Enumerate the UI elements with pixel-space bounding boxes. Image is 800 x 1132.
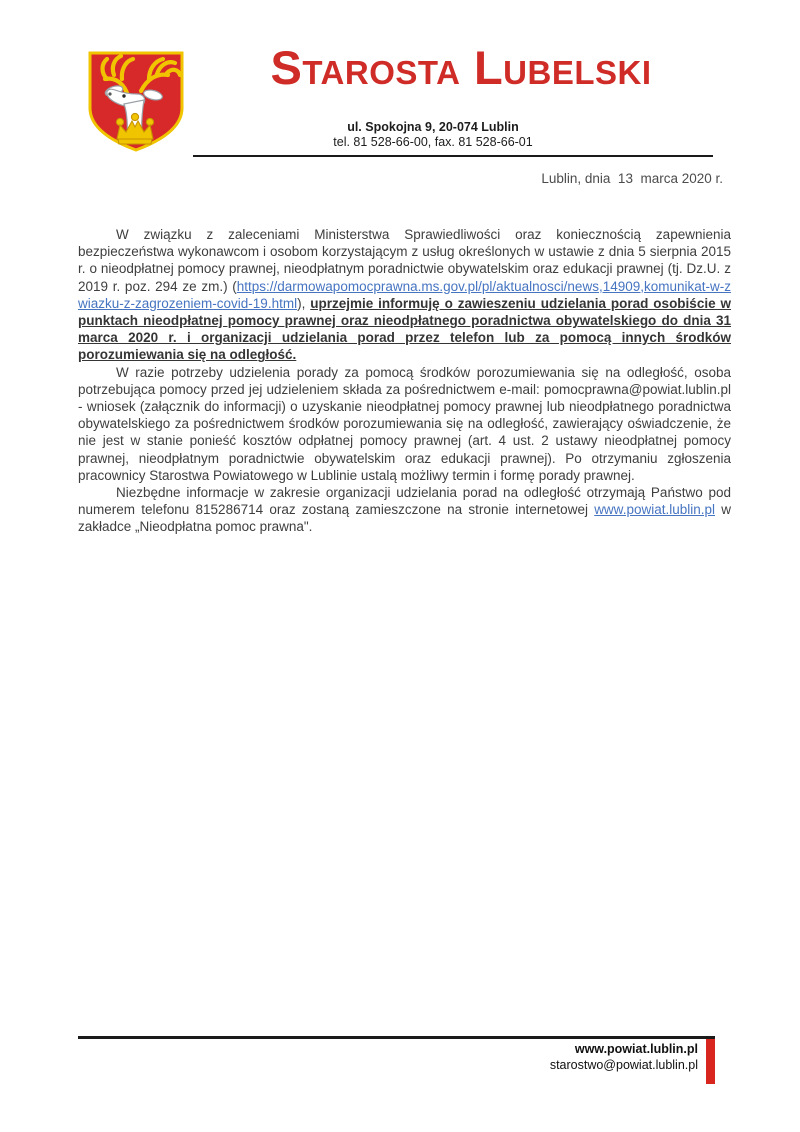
red-accent-bar <box>706 1039 715 1084</box>
paragraph-2: W razie potrzeby udzielenia porady za pomocą środków porozumiewania się na odległość, osoba potrzebująca pomocy przed jej udzieleniem składa za pośrednictwem e-mail: pomocprawna@powiat.lublin.pl - wniosek (załącznik do informacji) o uzyskanie nieodpłatnej pomocy prawnej lub nieodpłatnego poradnictwa obywatelskiego za pośrednictwem środków porozumiewania się na odległość, zawierający oświadczenie, że nie jest w stanie ponieść kosztów odpłatnej pomocy prawnej (art. 4 ust. 2 ustawy nieodpłatnej pomocy prawnej, nieodpłatnym poradnictwie obywatelskim oraz edukacji prawnej). Po otrzymaniu zgłoszenia pracownicy Starostwa Powiatowego w Lublinie ustalą możliwy termin i formę porady prawnej. <box>78 364 731 483</box>
paragraph-3 <box>78 484 731 536</box>
footer-divider <box>78 1036 715 1039</box>
address-line-1: ul. Spokojna 9, 20-074 Lublin <box>347 120 519 134</box>
paragraph-1 <box>78 226 731 364</box>
paragraph-1-separator: ), <box>297 295 311 311</box>
date-line: Lublin, dnia 13 marca 2020 r. <box>541 171 723 186</box>
paragraph-3-text2: w zakładce „Nieodpłatna pomoc prawna". <box>78 502 731 535</box>
paragraph-1-text: W związku z zaleceniami Ministerstwa Sprawiedliwości oraz koniecznością zapewnienia bezpieczeństwa wykonawcom i osobom korzystającym z usług określonych w ustawie z dnia 5 sierpnia 2015 r. o nieodpłatnej pomocy prawnej, nieodpłatnym poradnictwie obywatelskim oraz edukacji prawnej (tj. Dz.U. z 2019 r. poz. 294 ze zm.) ( <box>78 227 731 294</box>
paragraph-3-text: Niezbędne informacje w zakresie organizacji udzielania porad na odległość otrzymają Państwo pod numerem telefonu 815286714 oraz zostaną zamieszczone na stronie internetowej <box>78 485 731 518</box>
powiat-website-link[interactable]: www.powiat.lublin.pl <box>594 502 715 518</box>
letter-body <box>78 226 731 536</box>
page-title: Starosta Lubelski <box>270 41 652 94</box>
suspension-announcement-emphasis: uprzejmie informuję o zawieszeniu udzielania porad osobiście w punktach nieodpłatnej pomocy prawnej oraz nieodpłatnego poradnictwa obywatelskiego do dnia 31 marca 2020 r. i organizacji udzielania porad przez telefon lub za pomocą innych środków porozumiewania się na odległość. <box>78 295 731 363</box>
footer-contact <box>550 1042 698 1073</box>
header-divider <box>193 155 713 157</box>
footer-website: www.powiat.lublin.pl <box>574 1042 698 1056</box>
footer-email: starostwo@powiat.lublin.pl <box>549 1057 698 1072</box>
darmowapomocprawna-link[interactable]: https://darmowapomocprawna.ms.gov.pl/pl/aktualnosci/news,14909,komunikat-w-zwiazku-z-zagrozeniem-covid-19.html <box>78 278 731 311</box>
address-line-2: tel. 81 528-66-00, fax. 81 528-66-01 <box>333 134 533 149</box>
letterhead-address <box>160 120 706 149</box>
